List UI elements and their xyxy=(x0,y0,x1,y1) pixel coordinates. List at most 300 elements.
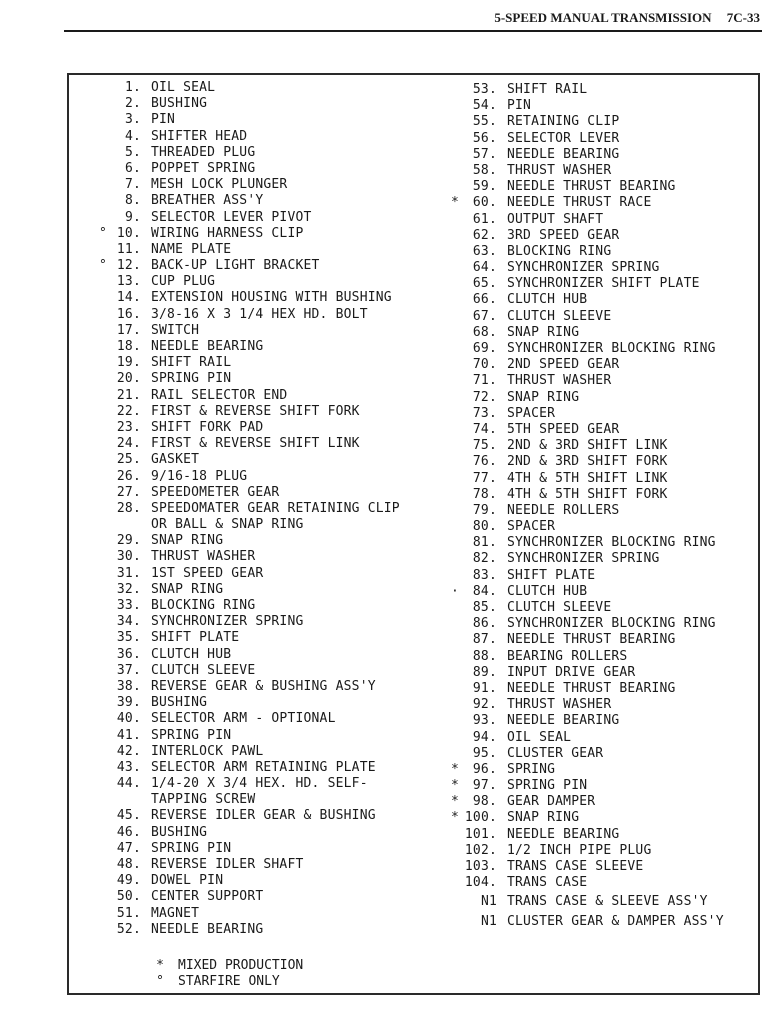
part-number: 88. xyxy=(472,648,497,664)
part-item xyxy=(445,487,724,503)
part-number: 80. xyxy=(472,519,497,535)
part-description: 3/8-16 X 3 1/4 HEX HD. BOLT xyxy=(151,306,368,322)
part-description: SYNCHRONIZER BLOCKING RING xyxy=(507,341,716,356)
part-description: SPEEDOMATER GEAR RETAINING CLIP xyxy=(151,500,400,516)
part-description: CLUTCH HUB xyxy=(151,646,232,662)
part-description: SWITCH xyxy=(151,322,200,338)
part-number: 81. xyxy=(472,535,497,551)
footnote xyxy=(152,974,303,990)
part-number: 19. xyxy=(116,355,141,371)
part-item xyxy=(95,420,400,436)
part-description: SYNCHRONIZER SPRING xyxy=(507,551,660,567)
part-item xyxy=(445,114,724,130)
part-description: SHIFT PLATE xyxy=(507,567,596,583)
part-item xyxy=(95,711,400,727)
part-number: 49. xyxy=(116,873,141,889)
part-number: 64. xyxy=(472,260,497,276)
part-number: 62. xyxy=(472,227,497,243)
part-description: TRANS CASE SLEEVE xyxy=(507,859,644,874)
part-description: REVERSE IDLER GEAR & BUSHING xyxy=(151,808,376,824)
part-description: REVERSE IDLER SHAFT xyxy=(151,857,304,872)
part-description: SHIFTER HEAD xyxy=(151,128,248,144)
mixed-production-marker: * xyxy=(450,778,459,794)
part-number: 97. xyxy=(472,778,497,794)
part-item xyxy=(445,390,724,406)
part-description: 2ND SPEED GEAR xyxy=(507,357,620,373)
part-description: NEEDLE BEARING xyxy=(151,339,264,354)
part-number: 74. xyxy=(472,421,497,437)
part-description: CLUTCH SLEEVE xyxy=(507,600,612,615)
part-item xyxy=(95,80,400,96)
part-description: BACK-UP LIGHT BRACKET xyxy=(151,258,320,274)
part-description: CLUSTER GEAR & DAMPER ASS'Y xyxy=(507,913,724,929)
part-number: 89. xyxy=(472,664,497,680)
part-number: 72. xyxy=(472,389,497,405)
part-item xyxy=(445,794,724,810)
part-number: 94. xyxy=(472,729,497,745)
part-item xyxy=(445,730,724,746)
part-number: 11. xyxy=(116,241,141,257)
part-description: BUSHING xyxy=(151,695,208,711)
part-item xyxy=(95,776,400,792)
part-item xyxy=(445,519,724,535)
part-number: 93. xyxy=(472,713,497,729)
mixed-production-marker: * xyxy=(450,195,459,211)
part-item xyxy=(445,551,724,567)
part-item xyxy=(95,436,400,452)
part-number: 5. xyxy=(124,144,141,160)
part-description: 5TH SPEED GEAR xyxy=(507,421,620,437)
part-item xyxy=(95,695,400,711)
starfire-only-marker: ° xyxy=(98,258,107,274)
part-description: SYNCHRONIZER BLOCKING RING xyxy=(507,535,716,551)
part-number: 68. xyxy=(472,324,497,340)
part-item xyxy=(95,760,400,776)
part-item xyxy=(445,859,724,875)
part-description: CLUTCH HUB xyxy=(507,583,588,599)
part-item xyxy=(445,373,724,389)
starfire-only-marker: ° xyxy=(98,225,107,241)
part-number: 23. xyxy=(116,419,141,435)
part-number: 10. xyxy=(116,225,141,241)
part-item xyxy=(445,292,724,308)
part-number: 51. xyxy=(116,905,141,921)
part-description: NEEDLE BEARING xyxy=(507,826,620,842)
part-number: 16. xyxy=(116,306,141,322)
part-description: 1ST SPEED GEAR xyxy=(151,565,264,581)
part-number: 56. xyxy=(472,130,497,146)
mixed-production-marker: * xyxy=(450,761,459,777)
part-description: SPRING PIN xyxy=(507,778,588,794)
part-item xyxy=(95,744,400,760)
part-description: DOWEL PIN xyxy=(151,873,224,889)
part-description: REVERSE GEAR & BUSHING ASS'Y xyxy=(151,678,376,694)
part-item xyxy=(95,857,400,873)
part-description: GEAR DAMPER xyxy=(507,794,596,810)
part-item-continuation xyxy=(95,517,400,533)
part-number: 29. xyxy=(116,533,141,549)
part-item xyxy=(445,649,724,665)
part-item xyxy=(445,325,724,341)
part-item xyxy=(95,728,400,744)
part-description: BUSHING xyxy=(151,824,208,840)
part-item xyxy=(95,485,400,501)
part-number: 79. xyxy=(472,502,497,518)
part-item xyxy=(95,388,400,404)
part-number: 95. xyxy=(472,745,497,761)
part-number: 50. xyxy=(116,889,141,905)
part-description: SPACER xyxy=(507,519,556,535)
part-item xyxy=(95,841,400,857)
part-number: 40. xyxy=(116,711,141,727)
part-item xyxy=(445,535,724,551)
part-description: PIN xyxy=(507,98,532,114)
part-description: RAIL SELECTOR END xyxy=(151,387,288,403)
part-description: NEEDLE THRUST BEARING xyxy=(507,680,676,696)
part-item xyxy=(445,406,724,422)
part-description: NEEDLE BEARING xyxy=(507,146,620,162)
part-description: 4TH & 5TH SHIFT FORK xyxy=(507,486,668,502)
part-description: MAGNET xyxy=(151,905,200,921)
part-number: 1. xyxy=(124,80,141,95)
part-item xyxy=(95,177,400,193)
part-number: 18. xyxy=(116,339,141,354)
part-description: SNAP RING xyxy=(151,581,224,597)
part-description: SPEEDOMETER GEAR xyxy=(151,484,280,500)
part-number: 2. xyxy=(124,96,141,112)
parts-list-right xyxy=(445,82,724,930)
part-item xyxy=(445,697,724,713)
part-number: 25. xyxy=(116,452,141,468)
part-number: 24. xyxy=(116,436,141,452)
part-number: 26. xyxy=(116,468,141,484)
part-number: 3. xyxy=(124,112,141,128)
part-number: 45. xyxy=(116,808,141,824)
part-number: 42. xyxy=(116,743,141,759)
part-item xyxy=(95,566,400,582)
footnote xyxy=(152,958,303,974)
part-number: 92. xyxy=(472,697,497,713)
part-number: 100. xyxy=(464,810,497,826)
part-item xyxy=(445,195,724,211)
part-description: SHIFT FORK PAD xyxy=(151,419,264,435)
part-description: SPRING xyxy=(507,761,556,777)
part-item-continuation xyxy=(95,792,400,808)
part-description: CENTER SUPPORT xyxy=(151,889,264,905)
part-item xyxy=(95,630,400,646)
part-description: SPRING PIN xyxy=(151,371,232,387)
part-item xyxy=(95,226,400,242)
part-item xyxy=(445,147,724,163)
part-item xyxy=(95,663,400,679)
part-description: BLOCKING RING xyxy=(507,243,612,259)
part-item xyxy=(445,616,724,632)
part-description: SNAP RING xyxy=(507,389,580,405)
part-item xyxy=(445,665,724,681)
part-item xyxy=(445,471,724,487)
part-description: THRUST WASHER xyxy=(507,697,612,713)
part-item xyxy=(95,161,400,177)
part-number: 103. xyxy=(464,859,497,874)
part-number: N1 xyxy=(480,913,497,929)
part-item xyxy=(445,244,724,260)
part-description: 2ND & 3RD SHIFT LINK xyxy=(507,438,668,454)
part-number: 65. xyxy=(472,276,497,292)
part-item xyxy=(445,810,724,826)
part-number: 30. xyxy=(116,549,141,565)
header-text xyxy=(494,10,760,26)
part-description: NEEDLE THRUST RACE xyxy=(507,195,652,211)
part-description: POPPET SPRING xyxy=(151,160,256,176)
part-item xyxy=(445,309,724,325)
part-description: SELECTOR ARM RETAINING PLATE xyxy=(151,759,376,775)
part-number: 28. xyxy=(116,500,141,516)
part-number: 59. xyxy=(472,179,497,195)
part-description: WIRING HARNESS CLIP xyxy=(151,225,304,241)
part-description: OUTPUT SHAFT xyxy=(507,211,604,227)
part-number: 91. xyxy=(472,680,497,696)
part-item xyxy=(95,647,400,663)
part-description: SPACER xyxy=(507,405,556,421)
part-item xyxy=(95,193,400,209)
part-number: 85. xyxy=(472,600,497,615)
part-description: CLUTCH SLEEVE xyxy=(507,308,612,324)
part-item xyxy=(445,778,724,794)
part-number: 78. xyxy=(472,486,497,502)
part-description: SYNCHRONIZER SPRING xyxy=(507,260,660,276)
part-description: CUP PLUG xyxy=(151,274,216,290)
part-item xyxy=(95,889,400,905)
part-item xyxy=(445,276,724,292)
part-item xyxy=(95,323,400,339)
part-item xyxy=(445,681,724,697)
part-number: 75. xyxy=(472,438,497,454)
part-description: BEARING ROLLERS xyxy=(507,648,628,664)
part-item xyxy=(445,762,724,778)
part-number: 77. xyxy=(472,470,497,486)
part-description: SNAP RING xyxy=(507,810,580,826)
part-description: THREADED PLUG xyxy=(151,144,256,160)
part-number: 76. xyxy=(472,454,497,470)
part-number: 8. xyxy=(124,193,141,209)
part-number: 4. xyxy=(124,128,141,144)
part-number: 35. xyxy=(116,630,141,646)
part-description: 4TH & 5TH SHIFT LINK xyxy=(507,470,668,486)
part-number: 57. xyxy=(472,146,497,162)
part-item xyxy=(445,894,724,910)
part-item xyxy=(95,96,400,112)
part-item xyxy=(95,906,400,922)
mixed-production-marker: * xyxy=(450,810,459,826)
part-description: SNAP RING xyxy=(507,324,580,340)
part-item xyxy=(95,274,400,290)
part-item xyxy=(445,260,724,276)
part-description: CLUTCH SLEEVE xyxy=(151,662,256,678)
marker: · xyxy=(450,583,459,599)
part-number: 60. xyxy=(472,195,497,211)
part-number: 13. xyxy=(116,274,141,290)
part-description: 1/2 INCH PIPE PLUG xyxy=(507,842,652,858)
part-description: NEEDLE THRUST BEARING xyxy=(507,632,676,648)
part-description: SYNCHRONIZER SPRING xyxy=(151,614,304,630)
part-number: 41. xyxy=(116,727,141,743)
footnotes xyxy=(152,958,303,990)
part-number: 101. xyxy=(464,826,497,842)
part-description: THRUST WASHER xyxy=(151,549,256,565)
part-item xyxy=(95,469,400,485)
footnote-text: STARFIRE ONLY xyxy=(178,974,280,989)
part-item xyxy=(445,163,724,179)
part-number: 55. xyxy=(472,114,497,130)
part-item xyxy=(445,568,724,584)
part-number: 12. xyxy=(116,258,141,274)
part-number: 38. xyxy=(116,678,141,694)
part-description: CLUTCH HUB xyxy=(507,292,588,308)
part-item xyxy=(445,600,724,616)
part-item xyxy=(95,808,400,824)
part-number: 20. xyxy=(116,371,141,387)
part-description: 9/16-18 PLUG xyxy=(151,468,248,484)
part-number: 67. xyxy=(472,308,497,324)
part-description: NEEDLE BEARING xyxy=(507,713,620,729)
part-description: INPUT DRIVE GEAR xyxy=(507,664,636,680)
part-description: OR BALL & SNAP RING xyxy=(151,517,304,533)
part-number: 17. xyxy=(116,322,141,338)
part-number: 27. xyxy=(116,484,141,500)
part-item xyxy=(95,307,400,323)
part-description: SPRING PIN xyxy=(151,727,232,743)
part-description: SNAP RING xyxy=(151,533,224,549)
part-item xyxy=(95,242,400,258)
part-number: 87. xyxy=(472,632,497,648)
part-description: THRUST WASHER xyxy=(507,162,612,178)
part-description: SHIFT RAIL xyxy=(507,82,588,97)
mixed-production-marker: * xyxy=(450,794,459,810)
part-description: SELECTOR ARM - OPTIONAL xyxy=(151,711,336,727)
part-number: 71. xyxy=(472,373,497,389)
part-item xyxy=(95,598,400,614)
part-item xyxy=(95,679,400,695)
part-description: EXTENSION HOUSING WITH BUSHING xyxy=(151,290,392,306)
part-description: SELECTOR LEVER xyxy=(507,130,620,146)
part-description: 1/4-20 X 3/4 HEX. HD. SELF- xyxy=(151,776,368,792)
footnote-symbol: ° xyxy=(156,974,164,989)
part-item xyxy=(445,341,724,357)
part-item xyxy=(445,98,724,114)
part-number: 47. xyxy=(116,840,141,856)
part-description: SELECTOR LEVER PIVOT xyxy=(151,209,312,225)
part-description: NEEDLE THRUST BEARING xyxy=(507,179,676,195)
part-number: 14. xyxy=(116,290,141,306)
part-number: 22. xyxy=(116,403,141,419)
part-number: 61. xyxy=(472,211,497,227)
part-number: 37. xyxy=(116,662,141,678)
part-item xyxy=(445,131,724,147)
part-number: 31. xyxy=(116,565,141,581)
part-item xyxy=(95,452,400,468)
section-title: 5-SPEED MANUAL TRANSMISSION xyxy=(494,10,712,25)
part-description: MESH LOCK PLUNGER xyxy=(151,177,288,193)
part-number: 102. xyxy=(464,842,497,858)
part-number: 7. xyxy=(124,177,141,193)
part-item xyxy=(95,582,400,598)
part-item xyxy=(95,339,400,355)
part-description: TAPPING SCREW xyxy=(151,792,256,808)
part-number: 46. xyxy=(116,824,141,840)
part-description: TRANS CASE xyxy=(507,875,588,891)
part-item xyxy=(95,825,400,841)
part-item xyxy=(445,179,724,195)
part-item xyxy=(95,210,400,226)
part-description: 2ND & 3RD SHIFT FORK xyxy=(507,454,668,470)
part-number: 33. xyxy=(116,598,141,613)
part-number: 6. xyxy=(124,160,141,176)
parts-list-left xyxy=(95,80,400,938)
part-item xyxy=(95,112,400,128)
part-description: BREATHER ASS'Y xyxy=(151,193,264,209)
part-number: N1 xyxy=(480,894,497,910)
part-description: GASKET xyxy=(151,452,200,468)
part-item xyxy=(445,503,724,519)
part-description: SPRING PIN xyxy=(151,840,232,856)
part-number: 83. xyxy=(472,567,497,583)
part-description: 3RD SPEED GEAR xyxy=(507,227,620,243)
part-description: OIL SEAL xyxy=(507,729,572,745)
part-description: NEEDLE BEARING xyxy=(151,921,264,937)
part-number: 39. xyxy=(116,695,141,711)
part-item xyxy=(95,533,400,549)
part-number: 32. xyxy=(116,581,141,597)
part-item xyxy=(95,258,400,274)
part-number: 21. xyxy=(116,387,141,403)
part-number: 34. xyxy=(116,614,141,630)
part-description: TRANS CASE & SLEEVE ASS'Y xyxy=(507,894,708,910)
part-number: 9. xyxy=(124,209,141,225)
part-number: 43. xyxy=(116,759,141,775)
part-item xyxy=(95,614,400,630)
part-item xyxy=(95,371,400,387)
part-description: FIRST & REVERSE SHIFT FORK xyxy=(151,403,360,419)
part-item xyxy=(95,145,400,161)
part-number: 96. xyxy=(472,761,497,777)
part-item xyxy=(445,843,724,859)
part-number: 36. xyxy=(116,646,141,662)
part-description: NAME PLATE xyxy=(151,241,232,257)
part-number: 84. xyxy=(472,583,497,599)
part-item xyxy=(95,873,400,889)
part-item xyxy=(95,355,400,371)
part-item xyxy=(445,454,724,470)
part-number: 86. xyxy=(472,616,497,632)
part-description: FIRST & REVERSE SHIFT LINK xyxy=(151,436,360,452)
part-item xyxy=(95,501,400,517)
part-item xyxy=(445,228,724,244)
part-description: RETAINING CLIP xyxy=(507,114,620,130)
part-item xyxy=(445,746,724,762)
part-item xyxy=(95,290,400,306)
part-number: 73. xyxy=(472,405,497,421)
part-description: NEEDLE ROLLERS xyxy=(507,502,620,518)
part-number: 53. xyxy=(472,82,497,97)
part-number: 70. xyxy=(472,357,497,373)
part-item xyxy=(95,549,400,565)
part-number: 69. xyxy=(472,341,497,356)
part-item xyxy=(445,713,724,729)
part-number: 44. xyxy=(116,776,141,792)
part-number: 66. xyxy=(472,292,497,308)
page-number: 7C-33 xyxy=(726,10,760,25)
page-header xyxy=(64,8,762,32)
